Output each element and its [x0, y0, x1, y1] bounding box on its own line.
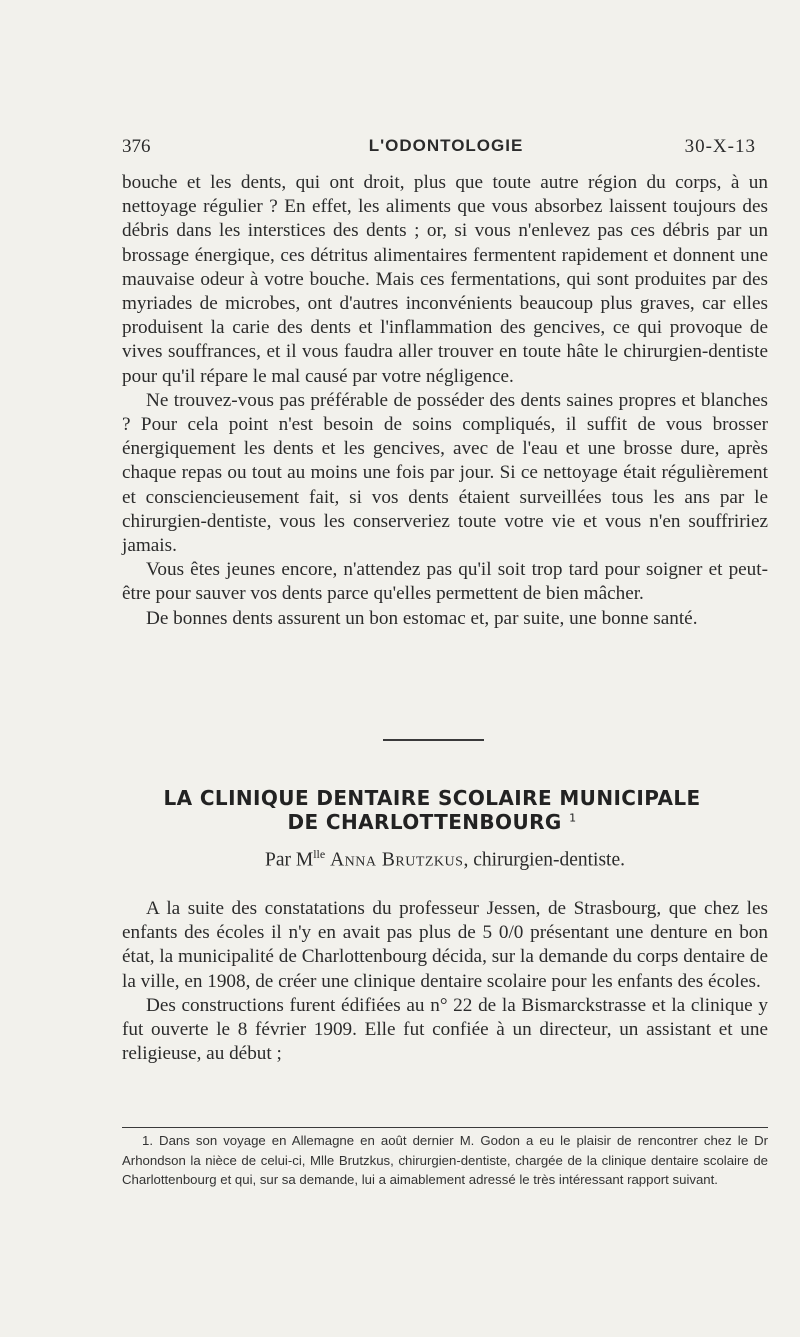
section-divider	[383, 739, 484, 741]
byline-suffix: , chirurgien-dentiste.	[463, 849, 625, 871]
author-name: Anna Brutzkus	[330, 849, 464, 871]
page-number: 376	[122, 136, 151, 157]
section-title-text: DE CHARLOTTENBOURG	[287, 810, 562, 834]
paragraph: De bonnes dents assurent un bon estomac et, par suite, une bonne santé.	[146, 607, 698, 629]
paragraph: A la suite des constatations du professeur Jessen, de Strasbourg, que chez les enfants des écoles il n'y en avait pas plus de 5 0/0 présentant une denture en bon état, la municipalité de Charlottenbourg décida, sur la demande du corps dentaire de la ville, en 1908, de créer une clinique dentaire scolaire pour les enfants des écoles.	[122, 898, 768, 992]
journal-title: L'ODONTOLOGIE	[368, 136, 524, 155]
text-block-bottom	[122, 897, 768, 1066]
issue-date: 30-X-13	[684, 136, 756, 157]
section-title-line2	[112, 810, 752, 834]
paragraph: Vous êtes jeunes encore, n'attendez pas qu'il soit trop tard pour soigner et peut-être pour sauver vos dents parce qu'elles permettent de bien mâcher.	[122, 559, 768, 605]
section-title-line1: LA CLINIQUE DENTAIRE SCOLAIRE MUNICIPALE	[163, 786, 701, 810]
paragraph: bouche et les dents, qui ont droit, plus que toute autre région du corps, à un nettoyage régulier ? En effet, les aliments que vous absorbez laissent toujours des débris dans les interstices des dents ; or, si vous n'enlevez pas ces débris par un brossage énergique, ces détritus alimentaires fermentent rapidement et donnent une mauvaise odeur à votre bouche. Mais ces fermentations, qui sont produites par des myriades de microbes, ont d'autres inconvénients beaucoup plus graves, car elles produisent la carie des dents et l'inflammation des gencives, ce qui provoque de vives souffrances, et il vous faudra aller trouver en toute hâte le chirurgien-dentiste pour qu'il répare le mal causé par votre négligence.	[122, 172, 768, 387]
byline-title-sup: lle	[313, 847, 326, 861]
footnote-divider	[122, 1127, 768, 1128]
author-byline	[122, 847, 768, 872]
running-header	[122, 136, 770, 160]
text-block-top	[122, 171, 768, 631]
paragraph: Des constructions furent édifiées au n° 22 de la Bismarckstrasse et la clinique y fut ouverte le 8 février 1909. Elle fut confiée à un directeur, un assistant et une religieuse, au début ;	[122, 994, 768, 1065]
byline-prefix: Par M	[264, 849, 314, 871]
paragraph: Ne trouvez-vous pas préférable de posséder des dents saines propres et blanches ? Pour cela point n'est besoin de soins compliqués, il suffit de vous brosser énergiquement les dents et les gencives, avec de l'eau et une brosse dure, après chaque repas ou tout au moins une fois par jour. Si ce nettoyage était régulièrement et consciencieusement fait, si vos dents étaient surveillées tous les ans par le chirurgien-dentiste, vous les conserveriez toute votre vie et vous n'en souffririez jamais.	[122, 389, 768, 557]
footnote: 1. Dans son voyage en Allemagne en août dernier M. Godon a eu le plaisir de rencontrer chez le Dr Arhondson la nièce de celui-ci, Mlle Brutzkus, chirurgien-dentiste, chargée de la clinique dentaire scolaire de Charlottenbourg et qui, sur sa demande, lui a aimablement adressé le très intéressant rapport suivant.	[122, 1133, 768, 1187]
footnote-marker: 1	[569, 811, 577, 825]
